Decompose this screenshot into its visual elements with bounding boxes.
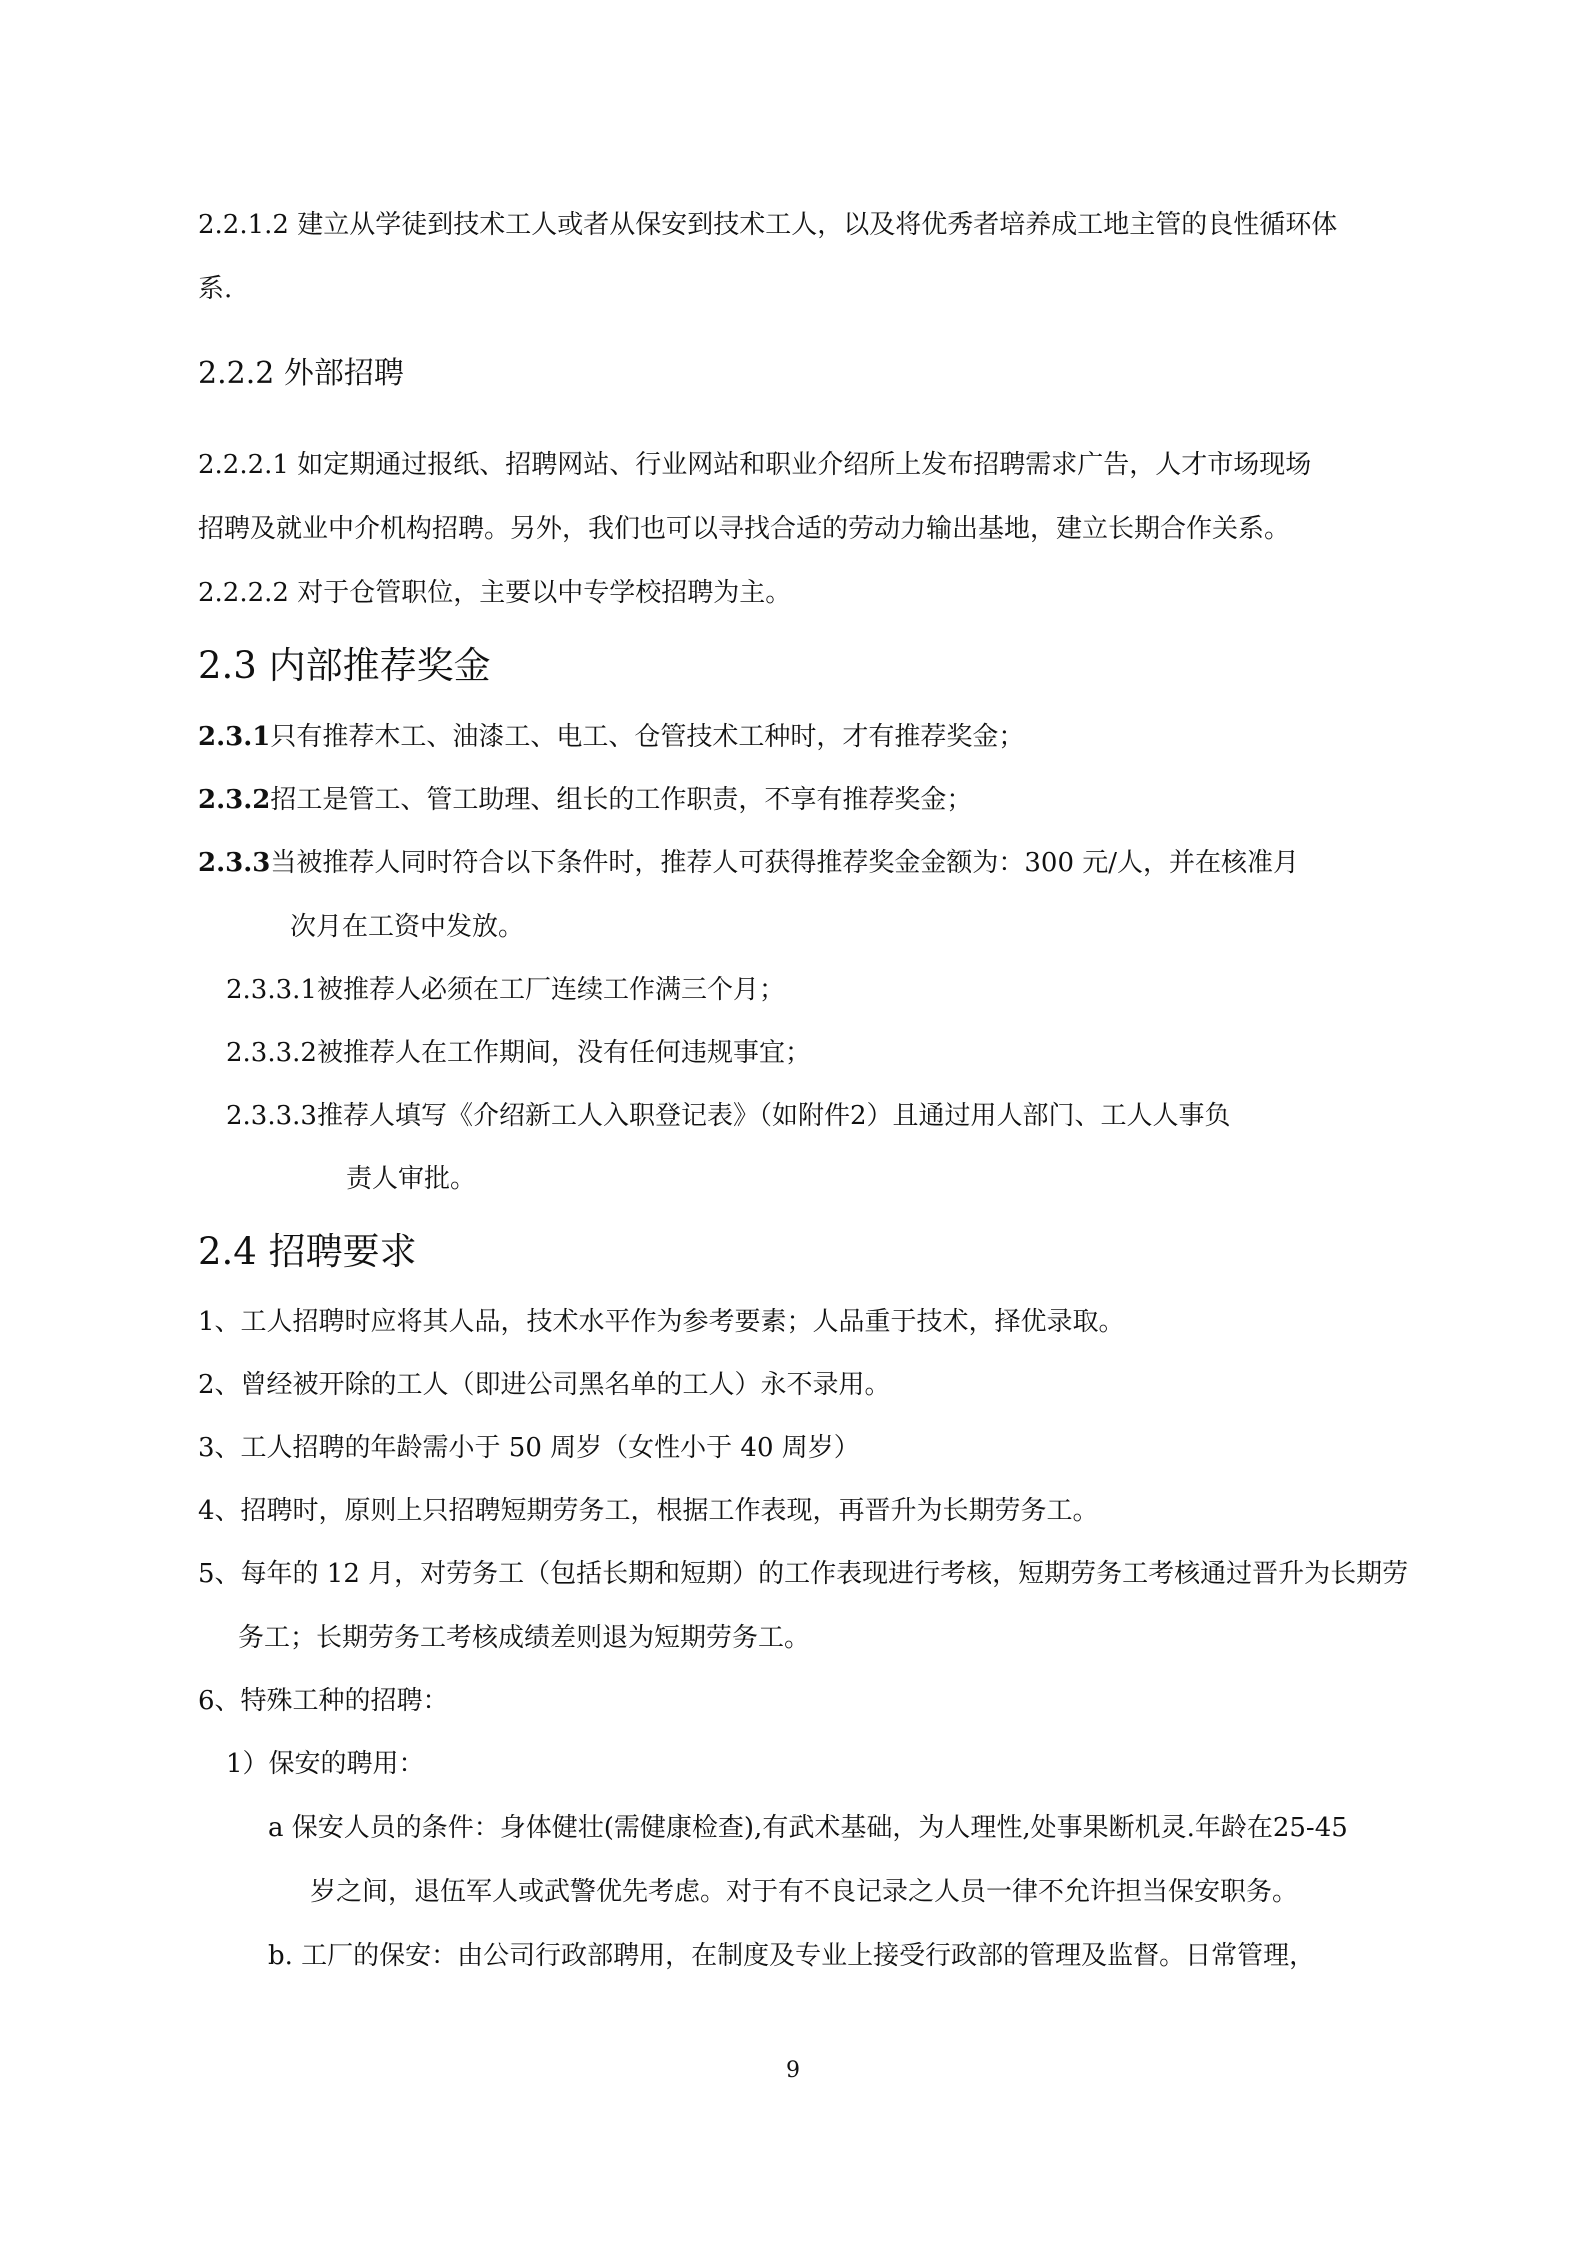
item-2-3-2 [198,783,972,817]
item-2-3-3-1: 2.3.3.1被推荐人必须在工厂连续工作满三个月； [226,975,785,1005]
requirement-5-line1: 5、每年的 12 月，对劳务工（包括长期和短期）的工作表现进行考核，短期劳务工考核通过晋升为长期劳 [198,1559,1409,1589]
item-2-3-2-number: 2.3.2 [198,785,271,815]
heading-2-3: 2.3 内部推荐奖金 [198,644,491,687]
item-2-3-1 [198,720,1024,754]
paragraph-2-2-1-2-line2: 系. [198,274,233,304]
paragraph-2-2-2-1-line1: 2.2.2.1 如定期通过报纸、招聘网站、行业网站和职业介绍所上发布招聘需求广告，人才市场现场 [198,450,1312,480]
security-hiring: 1）保安的聘用： [226,1749,425,1779]
item-2-3-2-text: 招工是管工、管工助理、组长的工作职责，不享有推荐奖金； [270,785,973,815]
item-2-3-3-3: 2.3.3.3推荐人填写《介绍新工人入职登记表》（如附件2）且通过用人部门、工人人事负 [226,1101,1231,1131]
page-number: 9 [786,2058,800,2083]
paragraph-2-2-2-2: 2.2.2.2 对于仓管职位，主要以中专学校招聘为主。 [198,578,792,608]
requirement-1: 1、工人招聘时应将其人品，技术水平作为参考要素；人品重于技术，择优录取。 [198,1307,1125,1337]
heading-2-2-2: 2.2.2 外部招聘 [198,356,404,391]
item-2-3-3-continuation: 次月在工资中发放。 [290,912,525,942]
paragraph-2-2-2-1-line2: 招聘及就业中介机构招聘。另外，我们也可以寻找合适的劳动力输出基地，建立长期合作关系。 [198,514,1291,544]
security-condition-line2: 岁之间，退伍军人或武警优先考虑。对于有不良记录之人员一律不允许担当保安职务。 [310,1877,1299,1907]
security-condition-line1: a 保安人员的条件：身体健壮(需健康检查),有武术基础，为人理性,处事果断机灵.年龄在25-45 [268,1813,1348,1843]
paragraph-2-2-1-2-line1: 2.2.1.2 建立从学徒到技术工人或者从保安到技术工人，以及将优秀者培养成工地主管的良性循环体 [198,210,1338,240]
factory-security: b. 工厂的保安：由公司行政部聘用，在制度及专业上接受行政部的管理及监督。日常管理， [268,1941,1316,1971]
requirement-5-line2: 务工；长期劳务工考核成绩差则退为短期劳务工。 [238,1623,811,1653]
item-2-3-3-2: 2.3.3.2被推荐人在工作期间，没有任何违规事宜； [226,1038,811,1068]
requirement-6: 6、特殊工种的招聘： [198,1686,449,1716]
item-2-3-1-text: 只有推荐木工、油漆工、电工、仓管技术工种时，才有推荐奖金； [270,722,1025,752]
item-2-3-3-3-continuation: 责人审批。 [346,1164,477,1194]
item-2-3-3 [198,846,1299,880]
item-2-3-3-text: 当被推荐人同时符合以下条件时，推荐人可获得推荐奖金金额为：300 元/人，并在核准月 [270,848,1300,878]
item-2-3-1-number: 2.3.1 [198,722,271,752]
heading-2-4: 2.4 招聘要求 [198,1230,417,1273]
requirement-2: 2、曾经被开除的工人（即进公司黑名单的工人）永不录用。 [198,1370,891,1400]
requirement-4: 4、招聘时，原则上只招聘短期劳务工，根据工作表现，再晋升为长期劳务工。 [198,1496,1099,1526]
item-2-3-3-number: 2.3.3 [198,848,271,878]
requirement-3: 3、工人招聘的年龄需小于 50 周岁（女性小于 40 周岁） [198,1433,860,1463]
